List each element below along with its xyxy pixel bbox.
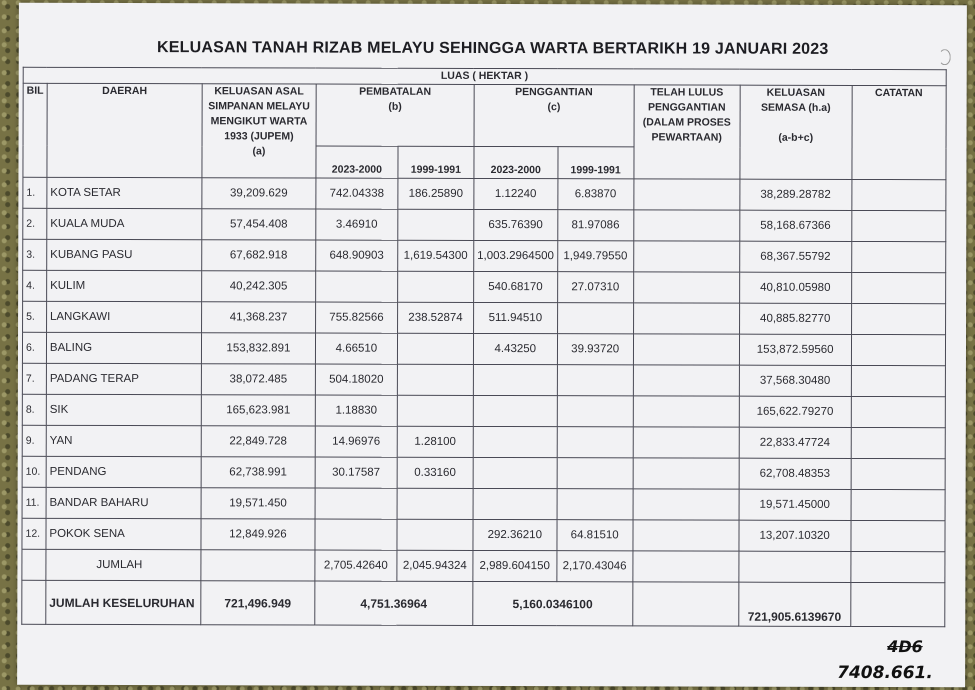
row-pembatalan-1999: 1,619.54300 xyxy=(398,240,474,271)
row-daerah: KULIM xyxy=(47,270,202,301)
row-keluasan-asal: 57,454.408 xyxy=(202,209,316,240)
table-row xyxy=(22,456,945,489)
row-pembatalan-1999: 186.25890 xyxy=(398,178,474,209)
row-keluasan-semasa: 13,207.10320 xyxy=(739,520,851,551)
catatan-header: CATATAN xyxy=(852,85,946,179)
row-penggantian-1999 xyxy=(557,396,633,427)
row-catatan xyxy=(851,427,945,458)
jumlah-penggantian-2023: 2,989.604150 xyxy=(473,550,557,581)
row-daerah: LANGKAWI xyxy=(46,301,201,332)
row-penggantian-2023 xyxy=(473,426,557,457)
row-pembatalan-2023: 3.46910 xyxy=(316,209,398,240)
keseluruhan-semasa: 721,905.6139670 xyxy=(738,582,850,626)
row-penggantian-1999: 1,949.79550 xyxy=(557,241,633,272)
row-telah-lulus xyxy=(633,520,739,551)
row-penggantian-1999: 6.83870 xyxy=(558,179,634,210)
document-title: KELUASAN TANAH RIZAB MELAYU SEHINGGA WARTA BERTARIKH 19 JANUARI 2023 xyxy=(157,39,829,58)
penggantian-header: PENGGANTIAN (c) xyxy=(474,84,634,146)
row-bil: 2. xyxy=(23,208,47,239)
keluasan-semasa-header: KELUASAN SEMASA (h.a) (a-b+c) xyxy=(740,85,852,179)
jumlah-penggantian-1999: 2,170.43046 xyxy=(557,551,633,582)
row-pembatalan-1999 xyxy=(397,395,473,426)
row-keluasan-semasa: 19,571.45000 xyxy=(739,489,851,520)
row-telah-lulus xyxy=(633,365,739,396)
row-keluasan-asal: 22,849.728 xyxy=(201,426,315,457)
row-pembatalan-2023: 742.04338 xyxy=(316,178,398,209)
row-penggantian-2023: 1,003.2964500 xyxy=(474,240,558,271)
row-pembatalan-1999 xyxy=(397,364,473,395)
row-penggantian-1999 xyxy=(557,427,633,458)
row-telah-lulus xyxy=(634,179,740,210)
row-keluasan-asal: 19,571.450 xyxy=(201,488,315,519)
row-penggantian-2023: 1.12240 xyxy=(474,178,558,209)
jumlah-pembatalan-1999: 2,045.94324 xyxy=(397,550,473,581)
row-keluasan-semasa: 40,810.05980 xyxy=(739,272,851,303)
row-daerah: KUALA MUDA xyxy=(47,208,202,239)
row-penggantian-1999 xyxy=(557,458,633,489)
row-keluasan-semasa: 153,872.59560 xyxy=(739,334,851,365)
row-bil: 1. xyxy=(23,177,47,208)
row-keluasan-asal: 41,368.237 xyxy=(201,302,315,333)
district-rows xyxy=(22,177,946,551)
keseluruhan-pembatalan: 4,751.36964 xyxy=(315,581,473,625)
row-pembatalan-2023: 30.17587 xyxy=(315,457,397,488)
row-keluasan-asal: 12,849.926 xyxy=(201,519,315,550)
telah-lulus-header: TELAH LULUS PENGGANTIAN (DALAM PROSES PEWARTAAN) xyxy=(634,85,740,179)
row-telah-lulus xyxy=(633,334,739,365)
table-row xyxy=(23,177,946,210)
row-keluasan-semasa: 40,885.82770 xyxy=(739,303,851,334)
row-pembatalan-1999 xyxy=(397,488,473,519)
row-pembatalan-1999: 0.33160 xyxy=(397,457,473,488)
row-penggantian-1999: 81.97086 xyxy=(557,210,633,241)
daerah-header: DAERAH xyxy=(47,83,202,177)
row-keluasan-semasa: 68,367.55792 xyxy=(739,241,851,272)
row-daerah: KOTA SETAR xyxy=(47,177,202,208)
row-catatan xyxy=(852,179,946,210)
pembatalan-1999-1991-header: 1999-1991 xyxy=(398,146,474,178)
row-bil: 4. xyxy=(23,270,47,301)
row-catatan xyxy=(851,365,945,396)
table-row xyxy=(22,394,945,427)
pembatalan-header: PEMBATALAN (b) xyxy=(316,84,474,146)
pembatalan-2023-2000-header: 2023-2000 xyxy=(316,146,398,178)
row-bil: 8. xyxy=(22,394,46,425)
keseluruhan-label: JUMLAH KESELURUHAN xyxy=(46,580,201,624)
row-pembatalan-2023 xyxy=(316,271,398,302)
row-daerah: BALING xyxy=(46,332,201,363)
table-row xyxy=(23,239,946,272)
table-row xyxy=(22,487,945,520)
row-bil: 12. xyxy=(22,518,46,549)
jumlah-pembatalan-2023: 2,705.42640 xyxy=(315,550,397,581)
row-keluasan-asal: 40,242.305 xyxy=(202,271,316,302)
row-telah-lulus xyxy=(633,427,739,458)
table-row xyxy=(22,425,945,458)
row-catatan xyxy=(851,520,945,551)
row-pembatalan-1999 xyxy=(397,333,473,364)
row-catatan xyxy=(851,210,945,241)
row-daerah: BANDAR BAHARU xyxy=(46,487,201,518)
bil-header: BIL xyxy=(23,83,47,177)
row-catatan xyxy=(851,489,945,520)
row-penggantian-1999: 27.07310 xyxy=(557,272,633,303)
row-penggantian-2023 xyxy=(473,488,557,519)
row-keluasan-semasa: 38,289.28782 xyxy=(740,179,852,210)
document-sheet xyxy=(17,3,967,687)
reserve-land-table xyxy=(21,67,946,627)
handwritten-note: 7408.661. xyxy=(837,662,933,684)
row-pembatalan-2023: 4.66510 xyxy=(315,333,397,364)
row-pembatalan-2023 xyxy=(315,488,397,519)
row-penggantian-2023: 540.68170 xyxy=(474,271,558,302)
row-penggantian-2023: 635.76390 xyxy=(474,209,558,240)
row-penggantian-1999: 39.93720 xyxy=(557,334,633,365)
table-row xyxy=(23,301,946,334)
row-pembatalan-2023: 1.18830 xyxy=(315,395,397,426)
row-pembatalan-2023: 504.18020 xyxy=(315,364,397,395)
penggantian-2023-2000-header: 2023-2000 xyxy=(474,146,558,178)
row-penggantian-2023: 4.43250 xyxy=(473,333,557,364)
row-pembatalan-2023 xyxy=(315,519,397,550)
row-bil: 6. xyxy=(22,332,46,363)
row-telah-lulus xyxy=(633,489,739,520)
row-penggantian-2023 xyxy=(473,395,557,426)
row-telah-lulus xyxy=(633,303,739,334)
row-pembatalan-1999 xyxy=(398,271,474,302)
table-row xyxy=(22,363,945,396)
row-keluasan-semasa: 37,568.30480 xyxy=(739,365,851,396)
row-catatan xyxy=(851,303,945,334)
keluasan-asal-header: KELUASAN ASAL SIMPANAN MELAYU MENGIKUT WARTA 1933 (JUPEM) (a) xyxy=(202,84,316,178)
row-penggantian-1999: 64.81510 xyxy=(557,520,633,551)
row-telah-lulus xyxy=(633,241,739,272)
row-keluasan-semasa: 62,708.48353 xyxy=(739,458,851,489)
row-keluasan-semasa: 58,168.67366 xyxy=(739,210,851,241)
row-daerah: KUBANG PASU xyxy=(47,239,202,270)
row-telah-lulus xyxy=(633,396,739,427)
penggantian-1999-1991-header: 1999-1991 xyxy=(558,147,634,179)
jumlah-row xyxy=(22,549,945,582)
table-row xyxy=(23,270,946,303)
row-bil: 7. xyxy=(22,363,46,394)
row-pembatalan-2023: 648.90903 xyxy=(316,240,398,271)
row-pembatalan-1999 xyxy=(397,519,473,550)
keseluruhan-asal: 721,496.949 xyxy=(201,581,315,625)
row-keluasan-semasa: 22,833.47724 xyxy=(739,427,851,458)
row-daerah: POKOK SENA xyxy=(46,518,201,549)
row-catatan xyxy=(851,334,945,365)
row-penggantian-2023: 292.36210 xyxy=(473,519,557,550)
row-keluasan-semasa: 165,622.79270 xyxy=(739,396,851,427)
row-keluasan-asal: 62,738.991 xyxy=(201,457,315,488)
jumlah-label: JUMLAH xyxy=(46,549,201,580)
row-penggantian-2023 xyxy=(473,364,557,395)
table-row xyxy=(22,518,945,551)
row-penggantian-1999 xyxy=(557,365,633,396)
table-row xyxy=(22,332,945,365)
row-pembatalan-2023: 755.82566 xyxy=(315,302,397,333)
row-pembatalan-1999: 238.52874 xyxy=(397,302,473,333)
row-penggantian-1999 xyxy=(557,489,633,520)
row-pembatalan-1999: 1.28100 xyxy=(397,426,473,457)
row-telah-lulus xyxy=(633,210,739,241)
row-daerah: SIK xyxy=(46,394,201,425)
keseluruhan-row xyxy=(22,580,945,626)
row-catatan xyxy=(851,458,945,489)
row-keluasan-asal: 39,209.629 xyxy=(202,178,316,209)
row-bil: 9. xyxy=(22,425,46,456)
row-daerah: PADANG TERAP xyxy=(46,363,201,394)
row-catatan xyxy=(851,396,945,427)
row-bil: 3. xyxy=(23,239,47,270)
luas-header: LUAS ( HEKTAR ) xyxy=(23,67,946,85)
row-keluasan-asal: 153,832.891 xyxy=(201,333,315,364)
row-penggantian-2023 xyxy=(473,457,557,488)
row-telah-lulus xyxy=(633,458,739,489)
row-pembatalan-1999 xyxy=(398,209,474,240)
row-keluasan-asal: 165,623.981 xyxy=(201,395,315,426)
row-catatan xyxy=(851,272,945,303)
handwritten-note-struck: 4D6 xyxy=(887,637,923,657)
row-keluasan-asal: 38,072.485 xyxy=(201,364,315,395)
table-row xyxy=(23,208,946,241)
row-keluasan-asal: 67,682.918 xyxy=(202,240,316,271)
row-bil: 11. xyxy=(22,487,46,518)
keseluruhan-penggantian: 5,160.0346100 xyxy=(473,581,633,625)
row-pembatalan-2023: 14.96976 xyxy=(315,426,397,457)
row-penggantian-1999 xyxy=(557,303,633,334)
paper-hole-mark xyxy=(939,49,951,65)
row-daerah: PENDANG xyxy=(46,456,201,487)
row-bil: 5. xyxy=(23,301,47,332)
row-bil: 10. xyxy=(22,456,46,487)
row-telah-lulus xyxy=(633,272,739,303)
row-daerah: YAN xyxy=(46,425,201,456)
row-catatan xyxy=(851,241,945,272)
row-penggantian-2023: 511.94510 xyxy=(473,302,557,333)
